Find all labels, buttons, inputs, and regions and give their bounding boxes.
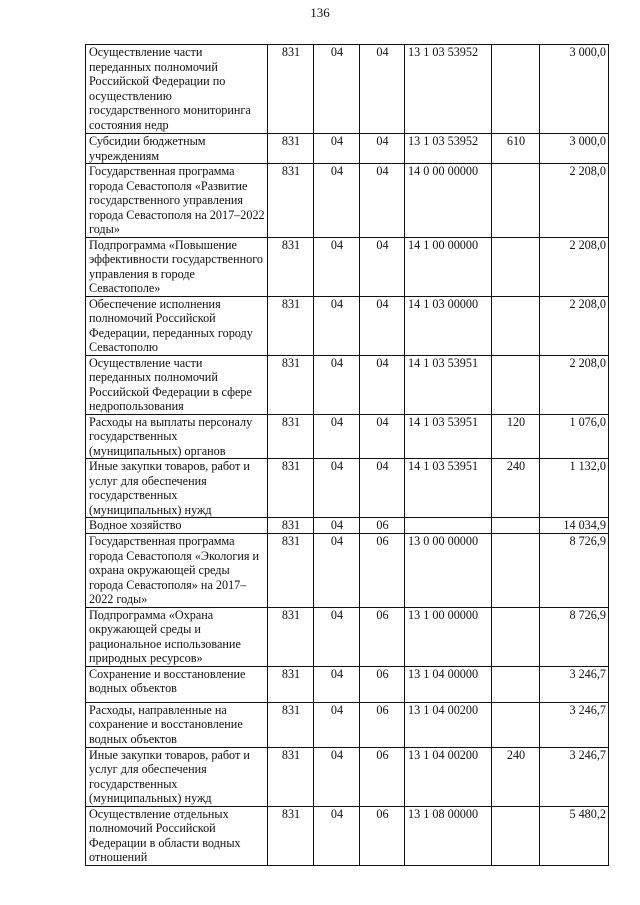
target-article-cell: 14 1 00 00000: [405, 237, 492, 296]
expense-type-cell: 240: [492, 459, 540, 518]
expense-name-cell: Подпрограмма «Повышение эффективности государственного управления в городе Севастополе»: [86, 237, 268, 296]
table-row: [86, 666, 609, 702]
amount-cell: 2 208,0: [540, 296, 609, 355]
administrator-code-cell: 831: [268, 747, 314, 806]
table-row: [86, 355, 609, 414]
expense-name-cell: Осуществление части переданных полномочий Российской Федерации в сфере недропользования: [86, 355, 268, 414]
target-article-cell: 14 1 03 00000: [405, 296, 492, 355]
target-article-cell: 13 1 04 00000: [405, 666, 492, 702]
administrator-code-cell: 831: [268, 806, 314, 865]
target-article-cell: 14 1 03 53951: [405, 355, 492, 414]
target-article-cell: 13 1 04 00200: [405, 702, 492, 747]
subsection-code-cell: 04: [360, 459, 405, 518]
table-body: [86, 45, 609, 866]
administrator-code-cell: 831: [268, 296, 314, 355]
subsection-code-cell: 04: [360, 164, 405, 238]
amount-cell: 1 132,0: [540, 459, 609, 518]
expense-name-cell: Сохранение и восстановление водных объектов: [86, 666, 268, 702]
expense-name-cell: Иные закупки товаров, работ и услуг для обеспечения государственных (муниципальных) нужд: [86, 747, 268, 806]
administrator-code-cell: 831: [268, 607, 314, 666]
subsection-code-cell: 04: [360, 355, 405, 414]
section-code-cell: 04: [314, 747, 360, 806]
expense-type-cell: [492, 237, 540, 296]
target-article-cell: 13 1 08 00000: [405, 806, 492, 865]
expense-type-cell: [492, 666, 540, 702]
amount-cell: 2 208,0: [540, 355, 609, 414]
administrator-code-cell: 831: [268, 45, 314, 134]
section-code-cell: 04: [314, 666, 360, 702]
target-article-cell: 13 0 00 00000: [405, 534, 492, 608]
expense-name-cell: Расходы, направленные на сохранение и восстановление водных объектов: [86, 702, 268, 747]
table-row: [86, 164, 609, 238]
expense-type-cell: [492, 45, 540, 134]
administrator-code-cell: 831: [268, 134, 314, 164]
section-code-cell: 04: [314, 518, 360, 534]
subsection-code-cell: 04: [360, 134, 405, 164]
table-row: [86, 45, 609, 134]
amount-cell: 1 076,0: [540, 414, 609, 459]
amount-cell: 2 208,0: [540, 237, 609, 296]
target-article-cell: 14 0 00 00000: [405, 164, 492, 238]
amount-cell: 3 246,7: [540, 747, 609, 806]
expense-type-cell: [492, 518, 540, 534]
table-row: [86, 518, 609, 534]
expense-name-cell: Подпрограмма «Охрана окружающей среды и рациональное использование природных ресурсов»: [86, 607, 268, 666]
section-code-cell: 04: [314, 134, 360, 164]
table-row: [86, 134, 609, 164]
section-code-cell: 04: [314, 237, 360, 296]
amount-cell: 3 246,7: [540, 666, 609, 702]
subsection-code-cell: 04: [360, 45, 405, 134]
expense-name-cell: Расходы на выплаты персоналу государственных (муниципальных) органов: [86, 414, 268, 459]
expense-name-cell: Осуществление отдельных полномочий Российской Федерации в области водных отношений: [86, 806, 268, 865]
subsection-code-cell: 06: [360, 534, 405, 608]
table-row: [86, 296, 609, 355]
expense-name-cell: Обеспечение исполнения полномочий Российской Федерации, переданных городу Севастополю: [86, 296, 268, 355]
administrator-code-cell: 831: [268, 702, 314, 747]
section-code-cell: 04: [314, 607, 360, 666]
target-article-cell: 14 1 03 53951: [405, 414, 492, 459]
table-row: [86, 534, 609, 608]
expense-name-cell: Субсидии бюджетным учреждениям: [86, 134, 268, 164]
subsection-code-cell: 06: [360, 607, 405, 666]
target-article-cell: 13 1 03 53952: [405, 134, 492, 164]
amount-cell: 8 726,9: [540, 534, 609, 608]
administrator-code-cell: 831: [268, 534, 314, 608]
table-row: [86, 607, 609, 666]
administrator-code-cell: 831: [268, 459, 314, 518]
table-row: [86, 747, 609, 806]
amount-cell: 3 000,0: [540, 45, 609, 134]
table-row: [86, 459, 609, 518]
expense-name-cell: Водное хозяйство: [86, 518, 268, 534]
section-code-cell: 04: [314, 534, 360, 608]
expense-name-cell: Государственная программа города Севастополя «Развитие государственного управления города Севастополя на 2017–2022 годы»: [86, 164, 268, 238]
section-code-cell: 04: [314, 414, 360, 459]
subsection-code-cell: 04: [360, 414, 405, 459]
table-row: [86, 702, 609, 747]
expense-type-cell: [492, 355, 540, 414]
table-row: [86, 414, 609, 459]
target-article-cell: 14 1 03 53951: [405, 459, 492, 518]
expense-type-cell: [492, 534, 540, 608]
target-article-cell: 13 1 04 00200: [405, 747, 492, 806]
amount-cell: 3 246,7: [540, 702, 609, 747]
amount-cell: 5 480,2: [540, 806, 609, 865]
section-code-cell: 04: [314, 164, 360, 238]
target-article-cell: 13 1 00 00000: [405, 607, 492, 666]
page-number: 136: [310, 5, 330, 20]
expense-name-cell: Иные закупки товаров, работ и услуг для обеспечения государственных (муниципальных) нужд: [86, 459, 268, 518]
expense-name-cell: Государственная программа города Севастополя «Экология и охрана окружающей среды города Севастополя» на 2017–2022 годы»: [86, 534, 268, 608]
amount-cell: 14 034,9: [540, 518, 609, 534]
budget-table: [85, 44, 609, 866]
subsection-code-cell: 06: [360, 518, 405, 534]
section-code-cell: 04: [314, 702, 360, 747]
subsection-code-cell: 04: [360, 296, 405, 355]
expense-type-cell: [492, 702, 540, 747]
target-article-cell: [405, 518, 492, 534]
target-article-cell: 13 1 03 53952: [405, 45, 492, 134]
amount-cell: 2 208,0: [540, 164, 609, 238]
table-row: [86, 806, 609, 865]
section-code-cell: 04: [314, 45, 360, 134]
expense-type-cell: 240: [492, 747, 540, 806]
administrator-code-cell: 831: [268, 666, 314, 702]
administrator-code-cell: 831: [268, 164, 314, 238]
table-row: [86, 237, 609, 296]
subsection-code-cell: 06: [360, 806, 405, 865]
section-code-cell: 04: [314, 296, 360, 355]
administrator-code-cell: 831: [268, 237, 314, 296]
subsection-code-cell: 06: [360, 702, 405, 747]
expense-type-cell: [492, 806, 540, 865]
section-code-cell: 04: [314, 459, 360, 518]
administrator-code-cell: 831: [268, 414, 314, 459]
subsection-code-cell: 06: [360, 666, 405, 702]
administrator-code-cell: 831: [268, 518, 314, 534]
expense-type-cell: 120: [492, 414, 540, 459]
amount-cell: 3 000,0: [540, 134, 609, 164]
expense-type-cell: [492, 164, 540, 238]
administrator-code-cell: 831: [268, 355, 314, 414]
subsection-code-cell: 06: [360, 747, 405, 806]
section-code-cell: 04: [314, 355, 360, 414]
expense-type-cell: [492, 607, 540, 666]
expense-name-cell: Осуществление части переданных полномочий Российской Федерации по осуществлению государственного мониторинга состояния недр: [86, 45, 268, 134]
expense-type-cell: 610: [492, 134, 540, 164]
section-code-cell: 04: [314, 806, 360, 865]
amount-cell: 8 726,9: [540, 607, 609, 666]
expense-type-cell: [492, 296, 540, 355]
subsection-code-cell: 04: [360, 237, 405, 296]
